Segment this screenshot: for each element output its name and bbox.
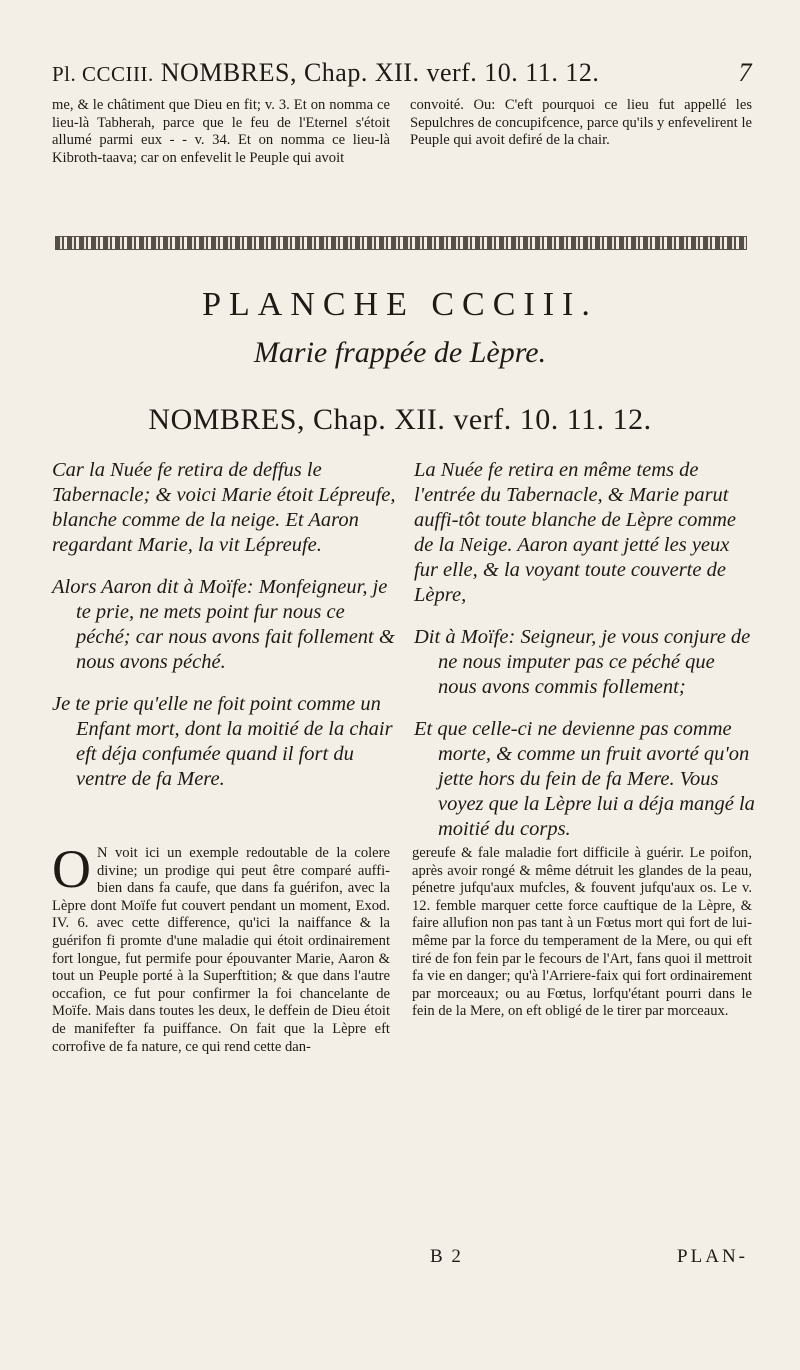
commentary-left <box>52 839 390 1056</box>
running-head <box>52 58 752 88</box>
commentary-right <box>412 845 752 1021</box>
plate-number: Pl. CCCIII. <box>52 62 154 86</box>
scripture-reference: NOMBRES, Chap. XII. verf. 10. 11. 12. <box>148 403 652 436</box>
verse-stanza: Dit à Moïfe: Seigneur, je vous conjure de ne nous imputer pas ce péché que nous avons commis follement; <box>414 626 751 698</box>
continued-commentary-left <box>52 97 390 167</box>
continued-commentary-right <box>410 97 752 150</box>
verse-column-left <box>52 458 402 809</box>
verse-stanza: Je te prie qu'elle ne foit point comme un Enfant mort, dont la moitié de la chair eft déja confumée quand il fort du ventre de fa Mere. <box>52 693 393 790</box>
commentary-paragraph <box>52 839 390 1056</box>
catchword: PLAN- <box>677 1246 748 1267</box>
verse-stanza: Car la Nuée fe retira de deffus le Tabernacle; & voici Marie étoit Lépreufe, blanche comme de la neige. Et Aaron regardant Marie, la vit Lépreufe. <box>52 459 396 556</box>
paragraph: convoité. Ou: C'eft pourquoi ce lieu fut appellé les Sepulchres de concupifcence, parce qu'ils y enfevelirent le Peuple qui avoit defiré de la chair. <box>410 97 752 149</box>
drop-cap: O <box>52 839 91 899</box>
verse-stanza: Et que celle-ci ne devienne pas comme morte, & comme un fruit avorté qu'on jette hors du fein de fa Mere. Vous voyez que la Lèpre lui a déja mangé la moitié du corps. <box>414 718 755 840</box>
verse-stanza: Alors Aaron dit à Moïfe: Monfeigneur, je te prie, ne mets point fur nous ce péché; car nous avons fait follement & nous avons péché. <box>52 576 395 673</box>
signature-mark: B 2 <box>430 1246 463 1267</box>
plate-title: PLANCHE CCCIII. <box>202 286 598 323</box>
chapter-reference: Chap. XII. verf. 10. 11. 12. <box>303 58 600 87</box>
verse-column-right <box>414 458 756 859</box>
commentary-text: N voit ici un exemple redoutable de la colere divine; un prodige qui peut être comparé auffi-bien dans fa caufe, que dans fa guérifon, avec la Lèpre dont Moïfe fut couvert pendant un moment, Exod. IV. 6. avec cette difference, qu'ici la naiffance & la guérifon fi promte d'une maladie qui étoit ordinairement fort longue, fut permife pour épouvanter Marie, Aaron & tout un Peuple porté à la Superftition; & que dans l'autre occafion, ce fut pour confirmer la foi chancelante de Moïfe. Mais dans toutes les deux, le deffein de Dieu étoit de manifefter fa puiffance. On fait que la Lèpre eft corrofive de fa nature, ce qui rend cette dan- <box>52 845 390 1055</box>
ornament-divider <box>55 236 747 250</box>
page-number: 7 <box>738 58 752 87</box>
commentary-paragraph: gereufe & fale maladie fort difficile à guérir. Le poifon, après avoir rongé & même détruit les glandes de la peau, pénetre jufqu'aux mufcles, & fouvent jufqu'aux os. Le v. 12. femble marquer cette force cauftique de la Lèpre, & faire allufion non pas tant à un Fœtus mort qui fort de lui-même par la force du temperament de la Mere, ou qui eft tiré de fon fein par le fecours de l'Art, fans quoi il mettroit fa vie en danger; qu'à l'Arriere-faix qui fort ordinairement par morceaux; ou au Fœtus, lorfqu'étant pourri dans le fein de la Mere, on eft obligé de le tirer par morceaux. <box>412 845 752 1020</box>
plate-subtitle: Marie frappée de Lèpre. <box>253 336 547 369</box>
book-name: NOMBRES, <box>160 58 297 87</box>
paragraph: me, & le châtiment que Dieu en fit; v. 3. Et on nomma ce lieu-là Tabherah, parce que le feu de l'Eternel s'étoit allumé parmi eux - - v. 34. Et on nomma ce lieu-là Kibroth-taava; car on enfevelit le Peuple qui avoit <box>52 97 390 166</box>
verse-stanza: La Nuée fe retira en même tems de l'entrée du Tabernacle, & Marie parut auffi-tôt toute blanche de Lèpre comme de la Neige. Aaron ayant jetté les yeux fur elle, & la voyant toute couverte de Lèpre, <box>414 459 737 606</box>
